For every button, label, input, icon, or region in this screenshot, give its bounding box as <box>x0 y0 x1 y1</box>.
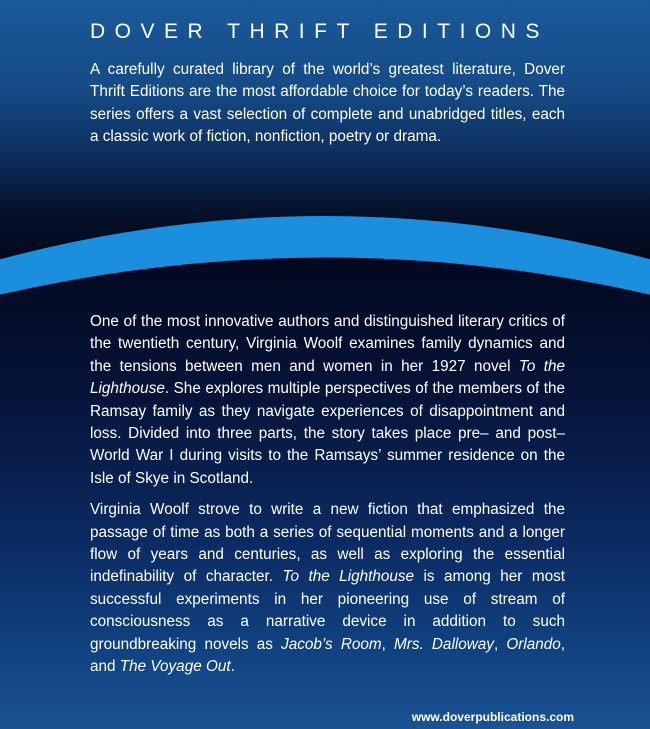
description-paragraph-2: Virginia Woolf strove to write a new fiction that emphasized the passage of time as both a series of sequential moments and a longer flow of years and centuries, as well as exploring the essential indefinability of character. To the Lighthouse is among her most successful experiments in her pioneering use of stream of consciousness as a narrative device in addition to such groundbreaking novels as Jacob’s Room, Mrs. Dalloway, Orlando, and The Voyage Out. <box>90 501 566 676</box>
book-description <box>90 311 565 688</box>
book-title: To the Lighthouse <box>90 357 565 398</box>
novel-title: Jacob’s Room <box>281 635 382 653</box>
novel-title: Mrs. Dalloway <box>394 635 494 653</box>
book-title: To the Lighthouse <box>282 568 415 586</box>
series-intro: A carefully curated library of the world’s greatest literature, Dover Thrift Editions are the most affordable choice for today’s readers. The series offers a vast selection of complete and unabridged titles, each a classic work of fiction, nonfiction, poetry or drama. <box>90 61 565 146</box>
series-title: DOVER THRIFT EDITIONS <box>90 20 549 43</box>
novel-title: Orlando <box>506 635 561 653</box>
novel-title: The Voyage Out <box>119 658 231 676</box>
description-paragraph-1: One of the most innovative authors and distinguished literary critics of the twentieth century, Virginia Woolf examines family dynamics and the tensions between men and women in her 1927 novel To the Lighthouse. She explores multiple perspectives of the members of the Ramsay family as they navigate experiences of disappointment and loss. Divided into three parts, the story takes place pre– and post–World War I during visits to the Ramsays’ summer residence on the Isle of Skye in Scotland. <box>90 313 565 487</box>
publisher-website-link[interactable]: www.doverpublications.com <box>411 710 574 724</box>
